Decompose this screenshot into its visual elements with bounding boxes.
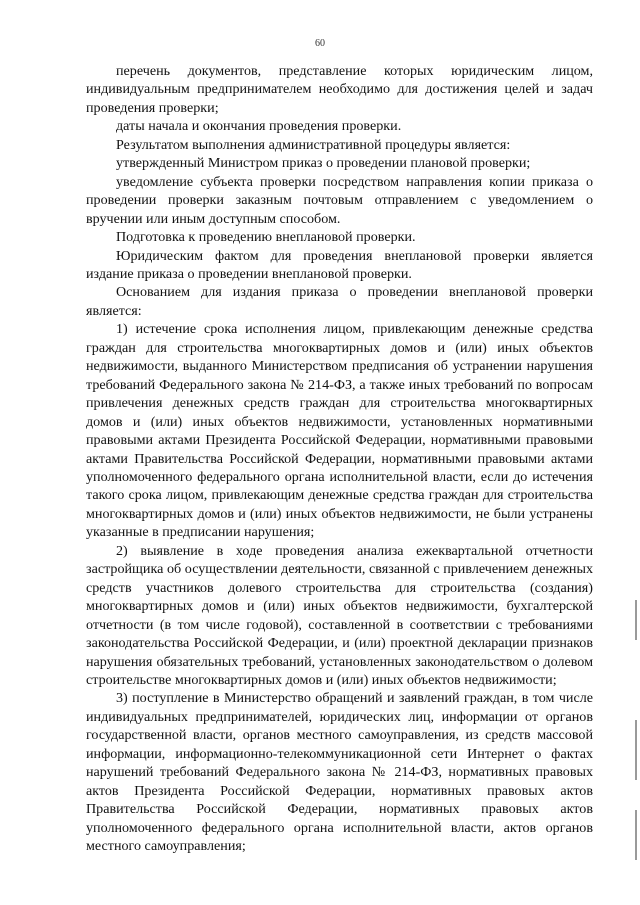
paragraph: уведомление субъекта проверки посредством направления копии приказа о проведении проверки заказным почтовым отправлением с уведомлением о вручении или иным доступным способом. [86,173,593,227]
page-number: 60 [315,38,325,49]
paragraph: даты начала и окончания проведения проверки. [116,118,402,135]
paragraph: перечень документов, представление которых юридическим лицом, индивидуальным предпринимателем необходимо для достижения целей и задач проведения проверки; [86,63,593,116]
scan-edge-mark [635,600,637,640]
paragraph-item-3: 3) поступление в Министерство обращений и заявлений граждан, в том числе индивидуальных предпринимателей, юридических лиц, информации от органов государственной власти, органов местного самоуправления, из средств массовой информации, информационно-телекоммуникационной сети Интернет о фактах нарушений требований Федерального закона № 214-ФЗ, нормативных правовых актов Президента Российской Федерации, нормативных правовых актов Правительства Российской Федерации, нормативных правовых актов уполномоченного федерального органа исполнительной власти, актов органов местного самоуправления; [86,690,593,855]
paragraph: утвержденный Министром приказ о проведении плановой проверки; [116,155,531,172]
paragraph: Основанием для издания приказа о проведении внеплановой проверки является: [86,284,593,319]
paragraph-item-2: 2) выявление в ходе проведения анализа ежеквартальной отчетности застройщика об осуществлении деятельности, связанной с привлечением денежных средств участников долевого строительства для строительства (создания) многоквартирных домов и (или) иных объектов недвижимости, бухгалтерской отчетности (в том числе годовой), составленной в соответствии с требованиями законодательства Российской Федерации, и (или) проектной декларации признаков нарушения обязательных требований, установленных законодательством о долевом строительстве многоквартирных домов и (или) иных объектов недвижимости; [86,542,593,688]
paragraph: Результатом выполнения административной процедуры является: [116,136,511,153]
scan-edge-mark [635,810,637,860]
document-body [86,62,593,855]
paragraph: Подготовка к проведению внеплановой проверки. [116,229,416,246]
paragraph-item-1: 1) истечение срока исполнения лицом, привлекающим денежные средства граждан для строительства многоквартирных домов и (или) иных объектов недвижимости, выданного Министерством предписания об устранении нарушения требований Федерального закона № 214-ФЗ, а также иных требований по вопросам привлечения денежных средств граждан для строительства многоквартирных домов и (или) иных объектов недвижимости, установленных нормативными правовыми актами Президента Российской Федерации, нормативными правовыми актами Правительства Российской Федерации, нормативными правовыми актами уполномоченного федерального органа исполнительной власти, если до истечения такого срока лицом, привлекающим денежные средства граждан для строительства многоквартирных домов и (или) иных объектов недвижимости, не были устранены указанные в предписании нарушения; [86,321,593,541]
paragraph: Юридическим фактом для проведения внеплановой проверки является издание приказа о проведении внеплановой проверки. [86,247,593,282]
scan-edge-mark [635,720,637,780]
